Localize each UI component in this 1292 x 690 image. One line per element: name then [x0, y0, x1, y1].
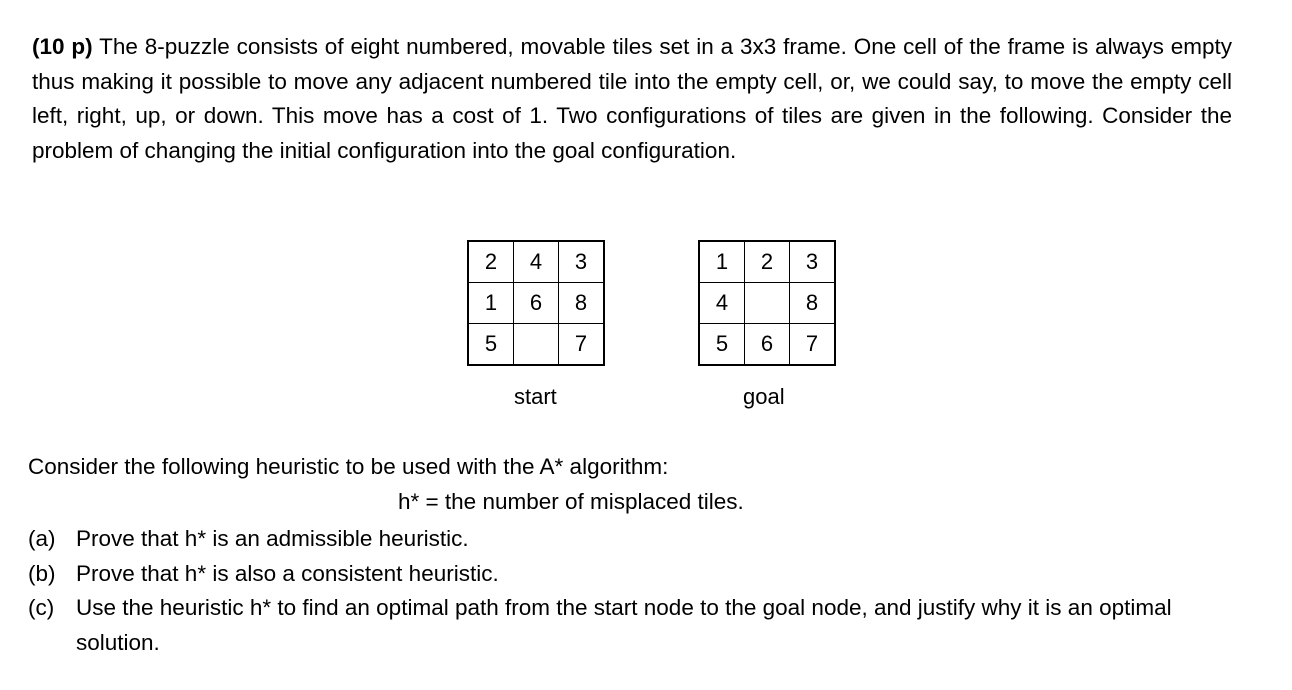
tile: 4: [514, 241, 559, 283]
grid-row: [699, 283, 835, 324]
tile: 8: [559, 283, 605, 324]
grid-row: [699, 241, 835, 283]
heuristic-definition: h* = the number of misplaced tiles.: [398, 489, 744, 514]
problem-statement: [32, 30, 1232, 168]
empty-tile: [745, 283, 790, 324]
goal-caption: goal: [743, 384, 785, 409]
tile: 5: [468, 324, 514, 366]
part-text: Prove that h* is also a consistent heuristic.: [76, 560, 499, 586]
goal-grid: [698, 240, 836, 366]
start-grid: [467, 240, 605, 366]
tile: 3: [559, 241, 605, 283]
tile: 1: [468, 283, 514, 324]
part-c: [28, 591, 1238, 660]
points-label: (10 p): [32, 34, 93, 59]
start-caption: start: [514, 384, 557, 409]
grid-row: [468, 283, 604, 324]
tile: 3: [790, 241, 836, 283]
grid-row: [699, 324, 835, 366]
part-marker: (b): [28, 560, 56, 586]
part-text: Use the heuristic h* to find an optimal path from the start node to the goal node, and justify why it is an optimal solution.: [76, 595, 1172, 655]
tile: 8: [790, 283, 836, 324]
consider-text: Consider the following heuristic to be used with the A* algorithm:: [28, 454, 669, 479]
part-b: [28, 557, 1238, 592]
tile: 2: [745, 241, 790, 283]
part-marker: (c): [28, 595, 55, 620]
tile: 6: [514, 283, 559, 324]
problem-text: The 8-puzzle consists of eight numbered, movable tiles set in a 3x3 frame. One cell of the frame is always empty thus making it possible to move any adjacent numbered tile into the empty cell, or, we could say, to move the empty cell left, right, up, or down. This move has a cost of 1. Two configurations of tiles are given in the following. Consider the problem of changing the initial configuration into the goal configuration.: [32, 34, 1232, 163]
tile: 2: [468, 241, 514, 283]
grid-row: [468, 241, 604, 283]
tile: 4: [699, 283, 745, 324]
empty-tile: [514, 324, 559, 366]
tile: 1: [699, 241, 745, 283]
part-marker: (a): [28, 526, 56, 551]
question-parts: [28, 522, 1238, 660]
part-text: Prove that h* is an admissible heuristic.: [76, 526, 469, 551]
part-a: [28, 522, 1238, 557]
tile: 7: [559, 324, 605, 366]
grid-row: [468, 324, 604, 366]
tile: 7: [790, 324, 836, 366]
tile: 5: [699, 324, 745, 366]
tile: 6: [745, 324, 790, 366]
